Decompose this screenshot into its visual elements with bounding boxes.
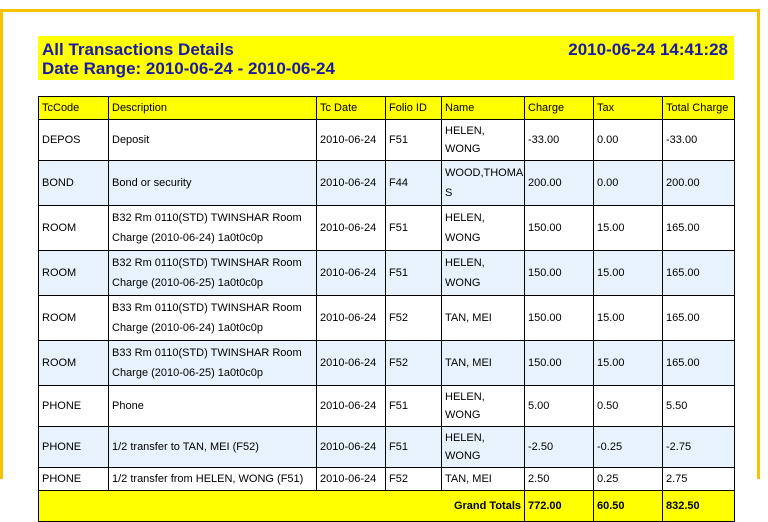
cell-description-line: B32 Rm 0110(STD) TWINSHAR Room [112, 257, 302, 269]
cell-description [109, 251, 317, 296]
col-header-description: Description [109, 97, 317, 120]
col-header-name: Name [442, 97, 525, 120]
cell-charge [525, 206, 594, 251]
cell-folio-id-line: F51 [389, 134, 408, 146]
cell-tc-date-line: 2010-06-24 [320, 312, 377, 324]
cell-total-charge-line: 165.00 [666, 267, 700, 279]
cell-tax [594, 386, 663, 427]
cell-name-line: WOOD,THOMA [445, 167, 524, 179]
grand-totals-row [39, 491, 735, 522]
grand-totals-label: Grand Totals [39, 491, 525, 522]
table-row [39, 161, 735, 206]
cell-total-charge-line: 200.00 [666, 177, 700, 189]
date-range: Date Range: 2010-06-24 - 2010-06-24 [42, 59, 335, 78]
cell-charge-line: -2.50 [528, 441, 554, 453]
cell-description-line: Deposit [112, 134, 150, 146]
cell-name-line: TAN, MEI [445, 357, 492, 369]
cell-tccode-line: BOND [42, 177, 74, 189]
cell-name-line: S [445, 187, 453, 199]
cell-total-charge-line: 2.75 [666, 473, 688, 485]
cell-folio-id-line: F51 [389, 441, 408, 453]
cell-total-charge [663, 468, 735, 491]
cell-total-charge [663, 386, 735, 427]
cell-folio-id [386, 386, 442, 427]
cell-folio-id [386, 296, 442, 341]
cell-tc-date [317, 120, 386, 161]
cell-name-line: HELEN, WONG [445, 432, 485, 462]
cell-tax-line: -0.25 [597, 441, 623, 453]
cell-tccode [39, 386, 109, 427]
cell-tc-date-line: 2010-06-24 [320, 267, 377, 279]
cell-tax [594, 206, 663, 251]
cell-tc-date-line: 2010-06-24 [320, 400, 377, 412]
cell-total-charge [663, 120, 735, 161]
cell-description [109, 296, 317, 341]
transactions-body [39, 120, 735, 491]
cell-charge-line: 150.00 [528, 222, 562, 234]
cell-charge [525, 341, 594, 386]
cell-total-charge-line: -33.00 [666, 134, 698, 146]
grand-total-total-charge: 832.50 [663, 491, 735, 522]
report-title: All Transactions Details [42, 40, 234, 59]
cell-charge [525, 386, 594, 427]
cell-name-line: HELEN, WONG [445, 125, 485, 155]
cell-tccode-line: ROOM [42, 267, 77, 279]
cell-name-line: HELEN, WONG [445, 391, 485, 421]
cell-tccode-line: ROOM [42, 357, 77, 369]
cell-total-charge-line: 165.00 [666, 312, 700, 324]
cell-tax-line: 15.00 [597, 267, 625, 279]
cell-tccode [39, 427, 109, 468]
cell-folio-id-line: F51 [389, 267, 408, 279]
cell-tccode-line: PHONE [42, 441, 82, 453]
col-header-tccode: TcCode [39, 97, 109, 120]
cell-description-line: Charge (2010-06-25) 1a0t0c0p [112, 367, 264, 379]
cell-description [109, 120, 317, 161]
cell-charge-line: 150.00 [528, 357, 562, 369]
cell-folio-id-line: F52 [389, 357, 408, 369]
cell-tccode [39, 251, 109, 296]
cell-folio-id [386, 427, 442, 468]
cell-description-line: B33 Rm 0110(STD) TWINSHAR Room [112, 347, 302, 359]
cell-tc-date-line: 2010-06-24 [320, 177, 377, 189]
cell-description-line: Charge (2010-06-25) 1a0t0c0p [112, 277, 264, 289]
cell-tax-line: 0.00 [597, 134, 619, 146]
cell-tc-date [317, 206, 386, 251]
cell-tax-line: 0.00 [597, 177, 619, 189]
cell-charge-line: 150.00 [528, 312, 562, 324]
cell-tax [594, 296, 663, 341]
cell-charge [525, 161, 594, 206]
cell-tax-line: 0.25 [597, 473, 619, 485]
cell-description-line: Charge (2010-06-24) 1a0t0c0p [112, 232, 264, 244]
table-row [39, 296, 735, 341]
cell-total-charge [663, 206, 735, 251]
cell-tax-line: 15.00 [597, 357, 625, 369]
cell-name [442, 161, 525, 206]
cell-tccode-line: PHONE [42, 473, 82, 485]
cell-tax-line: 15.00 [597, 222, 625, 234]
cell-folio-id-line: F44 [389, 177, 408, 189]
cell-tc-date [317, 296, 386, 341]
cell-tc-date [317, 386, 386, 427]
grand-total-charge: 772.00 [525, 491, 594, 522]
cell-tax [594, 468, 663, 491]
cell-name [442, 386, 525, 427]
cell-description [109, 468, 317, 491]
cell-total-charge [663, 341, 735, 386]
cell-charge-line: -33.00 [528, 134, 560, 146]
cell-tc-date-line: 2010-06-24 [320, 441, 377, 453]
cell-total-charge [663, 427, 735, 468]
cell-tccode [39, 120, 109, 161]
cell-name [442, 296, 525, 341]
cell-total-charge [663, 161, 735, 206]
cell-tax-line: 15.00 [597, 312, 625, 324]
cell-folio-id [386, 468, 442, 491]
cell-name-line: HELEN, WONG [445, 212, 485, 244]
cell-tccode [39, 341, 109, 386]
cell-total-charge [663, 296, 735, 341]
cell-charge-line: 2.50 [528, 473, 550, 485]
cell-tax-line: 0.50 [597, 400, 619, 412]
cell-tc-date [317, 468, 386, 491]
cell-description-line: B33 Rm 0110(STD) TWINSHAR Room [112, 302, 302, 314]
cell-tc-date [317, 161, 386, 206]
cell-name [442, 120, 525, 161]
cell-folio-id-line: F51 [389, 400, 408, 412]
cell-tc-date [317, 427, 386, 468]
cell-name [442, 341, 525, 386]
cell-name-line: TAN, MEI [445, 473, 492, 485]
cell-tc-date [317, 341, 386, 386]
cell-name-line: HELEN, WONG [445, 257, 485, 289]
cell-tax [594, 341, 663, 386]
cell-description [109, 206, 317, 251]
transactions-table [38, 96, 735, 522]
cell-tccode [39, 161, 109, 206]
cell-tccode-line: DEPOS [42, 134, 81, 146]
report-timestamp: 2010-06-24 14:41:28 [568, 40, 728, 59]
table-header-row [39, 97, 735, 120]
cell-total-charge-line: 5.50 [666, 400, 688, 412]
report-header [38, 36, 734, 80]
cell-tax [594, 427, 663, 468]
cell-total-charge-line: 165.00 [666, 357, 700, 369]
col-header-folio-id: Folio ID [386, 97, 442, 120]
cell-tccode [39, 468, 109, 491]
cell-tc-date-line: 2010-06-24 [320, 134, 377, 146]
cell-tc-date-line: 2010-06-24 [320, 222, 377, 234]
cell-charge-line: 150.00 [528, 267, 562, 279]
cell-total-charge-line: -2.75 [666, 441, 692, 453]
table-row [39, 386, 735, 427]
cell-description [109, 427, 317, 468]
cell-charge [525, 296, 594, 341]
col-header-tc-date: Tc Date [317, 97, 386, 120]
cell-tax [594, 251, 663, 296]
table-row [39, 427, 735, 468]
cell-folio-id [386, 120, 442, 161]
cell-charge-line: 200.00 [528, 177, 562, 189]
cell-folio-id-line: F52 [389, 473, 408, 485]
cell-tccode-line: PHONE [42, 400, 82, 412]
cell-description-line: Bond or security [112, 177, 192, 189]
col-header-tax: Tax [594, 97, 663, 120]
col-header-total-charge: Total Charge [663, 97, 735, 120]
cell-name [442, 427, 525, 468]
cell-description [109, 341, 317, 386]
cell-charge [525, 120, 594, 161]
cell-folio-id-line: F52 [389, 312, 408, 324]
cell-tc-date-line: 2010-06-24 [320, 473, 377, 485]
cell-tccode [39, 296, 109, 341]
table-row [39, 468, 735, 491]
cell-total-charge-line: 165.00 [666, 222, 700, 234]
cell-description-line: Charge (2010-06-24) 1a0t0c0p [112, 322, 264, 334]
cell-description-line: 1/2 transfer to TAN, MEI (F52) [112, 441, 259, 453]
cell-charge-line: 5.00 [528, 400, 550, 412]
cell-name-line: TAN, MEI [445, 312, 492, 324]
col-header-charge: Charge [525, 97, 594, 120]
cell-charge [525, 427, 594, 468]
cell-charge [525, 251, 594, 296]
cell-folio-id-line: F51 [389, 222, 408, 234]
cell-tc-date [317, 251, 386, 296]
cell-tccode [39, 206, 109, 251]
cell-name [442, 468, 525, 491]
cell-folio-id [386, 341, 442, 386]
cell-description-line: 1/2 transfer from HELEN, WONG (F51) [112, 473, 304, 485]
cell-name [442, 251, 525, 296]
cell-description [109, 161, 317, 206]
cell-tccode-line: ROOM [42, 312, 77, 324]
table-row [39, 251, 735, 296]
cell-folio-id [386, 161, 442, 206]
cell-description-line: Phone [112, 400, 144, 412]
cell-description [109, 386, 317, 427]
cell-folio-id [386, 206, 442, 251]
cell-description-line: B32 Rm 0110(STD) TWINSHAR Room [112, 212, 302, 224]
table-row [39, 341, 735, 386]
cell-tc-date-line: 2010-06-24 [320, 357, 377, 369]
cell-tax [594, 120, 663, 161]
cell-name [442, 206, 525, 251]
cell-total-charge [663, 251, 735, 296]
grand-total-tax: 60.50 [594, 491, 663, 522]
cell-charge [525, 468, 594, 491]
cell-tax [594, 161, 663, 206]
table-row [39, 206, 735, 251]
cell-folio-id [386, 251, 442, 296]
table-row [39, 120, 735, 161]
cell-tccode-line: ROOM [42, 222, 77, 234]
